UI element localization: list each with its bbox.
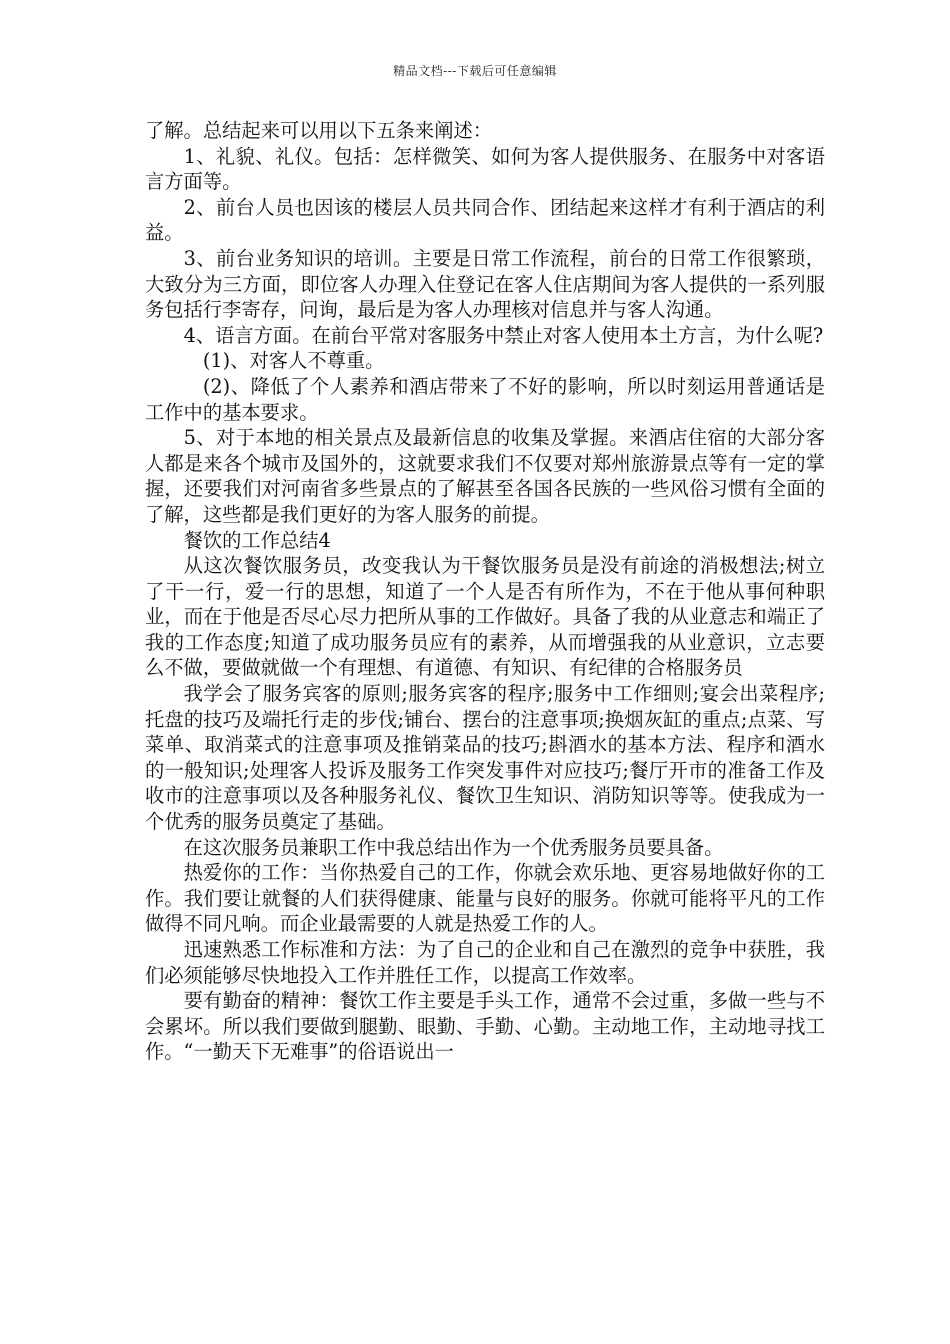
paragraph-item-3: 3、前台业务知识的培训。主要是日常工作流程，前台的日常工作很繁琐，大致分为三方面，即位客人办理入住登记在客人住店期间为客人提供的一系列服务包括行李寄存，问询，最后是为客人办理核对信息并与客人沟通。 — [145, 246, 825, 322]
paragraph-summary-lead: 在这次服务员兼职工作中我总结出作为一个优秀服务员要具备。 — [183, 835, 724, 859]
paragraph-love-your-work: 热爱你的工作：当你热爱自己的工作，你就会欢乐地、更容易地做好你的工作。我们要让就餐的人们获得健康、能量与良好的服务。你就可能将平凡的工作做得不同凡响。而企业最需要的人就是热爱工作的人。 — [145, 861, 825, 936]
paragraph-diligence: 要有勤奋的精神：餐饮工作主要是手头工作，通常不会过重，多做一些与不会累坏。所以我们要做到腿勤、眼勤、手勤、心勤。主动地工作，主动地寻找工作。“一勤天下无难事”的俗语说出一 — [145, 989, 825, 1064]
paragraph-item-4: 4、语言方面。在前台平常对客服务中禁止对客人使用本土方言，为什么呢? — [183, 323, 824, 347]
paragraph-learn-standards: 迅速熟悉工作标准和方法：为了自己的企业和自己在激烈的竞争中获胜，我们必须能够尽快地投入工作并胜任工作，以提高工作效率。 — [145, 938, 825, 987]
paragraph-item-2: 2、前台人员也因该的楼层人员共同合作、团结起来这样才有利于酒店的利益。 — [145, 195, 825, 245]
paragraph-item-1: 1、礼貌、礼仪。包括：怎样微笑、如何为客人提供服务、在服务中对客语言方面等。 — [145, 144, 825, 194]
paragraph-subitem-2: (2)、降低了个人素养和酒店带来了不好的影响，所以时刻运用普通话是工作中的基本要求。 — [145, 374, 825, 424]
page-header: 精品文档---下载后可任意编辑 — [393, 64, 557, 78]
paragraph-item-5: 5、对于本地的相关景点及最新信息的收集及掌握。来酒店住宿的大部分客人都是来各个城市及国外的，这就要求我们不仅要对郑州旅游景点等有一定的掌握，还要我们对河南省多些景点的了解甚至各国各民族的一些风俗习惯有全面的了解，这些都是我们更好的为客人服务的前提。 — [145, 426, 825, 526]
paragraph-skills-learned: 我学会了服务宾客的原则;服务宾客的程序;服务中工作细则;宴会出菜程序;托盘的技巧及端托行走的步伐;铺台、摆台的注意事项;换烟灰缸的重点;点菜、写菜单、取消菜式的注意事项及推销菜品的技巧;斟酒水的基本方法、程序和酒水的一般知识;处理客人投诉及服务工作突发事件对应技巧;餐厅开市的准备工作及收市的注意事项以及各种服务礼仪、餐饮卫生知识、消防知识等等。使我成为一个优秀的服务员奠定了基础。 — [145, 682, 825, 834]
paragraph-continuation: 了解。总结起来可以用以下五条来阐述： — [145, 119, 493, 142]
document-body — [145, 118, 825, 1065]
section-heading: 餐饮的工作总结4 — [183, 528, 331, 552]
paragraph-subitem-1: (1)、对客人不尊重。 — [202, 349, 385, 373]
paragraph-section-intro: 从这次餐饮服务员，改变我认为干餐饮服务员是没有前途的消极想法;树立了干一行，爱一行的思想，知道了一个人是否有所作为，不在于他从事何种职业，而在于他是否尽心尽力把所从事的工作做好。具备了我的从业意志和端正了我的工作态度;知道了成功服务员应有的素养，从而增强我的从业意识，立志要么不做，要做就做一个有理想、有道德、有知识、有纪律的合格服务员 — [145, 554, 825, 680]
